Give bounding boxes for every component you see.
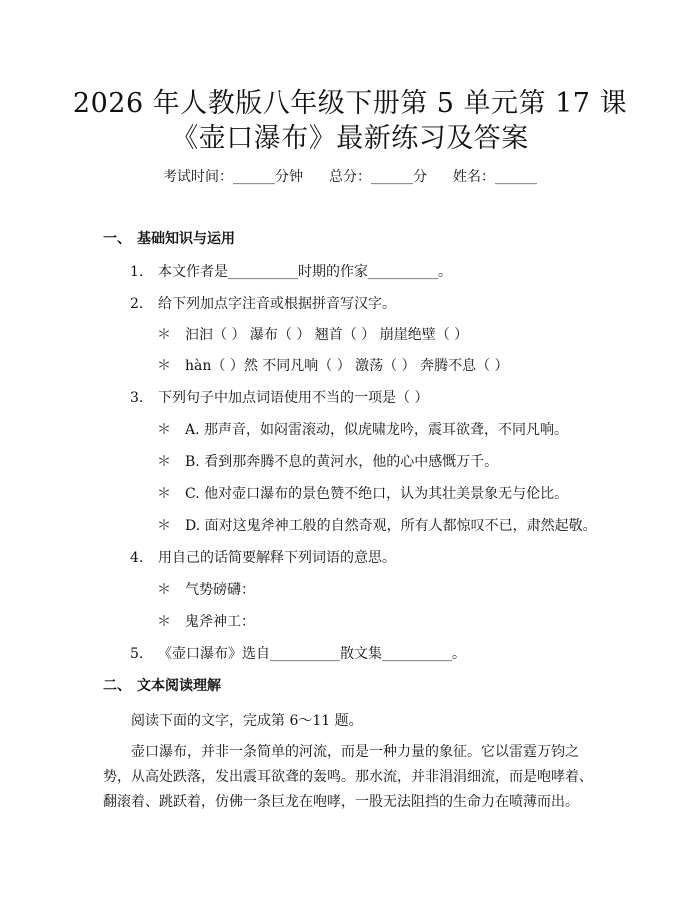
question-number: 4. (130, 550, 144, 566)
document-title-line1: 2026 年人教版八年级下册第 5 单元第 17 课 (72, 88, 628, 119)
question-2 (130, 294, 396, 314)
exam-meta (0, 167, 700, 187)
question-text: 下列句子中加点词语使用不当的一项是（ ） (158, 390, 429, 406)
question-text: 《壶口瀑布》选自__________散文集__________。 (158, 646, 466, 662)
question-3-option-d (157, 516, 597, 536)
reading-instruction: 阅读下面的文字，完成第 6～11 题。 (131, 713, 363, 729)
option-text: B. 看到那奔腾不息的黄河水，他的心中感慨万千。 (185, 454, 499, 470)
section-number: 一、 (103, 231, 131, 247)
question-4-item-1 (157, 580, 255, 600)
bullet-icon: ＊ (157, 614, 171, 630)
question-2-item-1 (157, 325, 468, 345)
option-text: A. 那声音，如闷雷滚动，似虎啸龙吟，震耳欲聋，不同凡响。 (185, 422, 569, 438)
item-text: hàn（ ）然 不同凡响（ ） 激荡（ ） 奔腾不息（ ） (185, 358, 509, 374)
bullet-icon: ＊ (157, 454, 171, 470)
total-score-field: 总分：______分 (329, 169, 427, 185)
question-2-item-2 (157, 356, 509, 376)
bullet-icon: ＊ (157, 358, 171, 374)
question-number: 3. (130, 390, 144, 406)
bullet-icon: ＊ (157, 486, 171, 502)
section-heading-1 (103, 229, 235, 249)
question-5 (130, 644, 466, 664)
exam-time-field: 考试时间：______分钟 (163, 169, 303, 185)
question-3 (130, 388, 428, 408)
section-heading-2 (103, 676, 221, 696)
reading-passage: 壶口瀑布，并非一条简单的河流，而是一种力量的象征。它以雷霆万钧之势，从高处跌落，发出震耳欲聋的轰鸣。那水流，并非涓涓细流，而是咆哮着、翻滚着、跳跃着，仿佛一条巨龙在咆哮，一股无法阻挡的生命力在喷薄而出。 (103, 744, 593, 810)
question-3-option-c (157, 484, 568, 504)
section-number: 二、 (103, 678, 131, 694)
option-text: D. 面对这鬼斧神工般的自然奇观，所有人都惊叹不已，肃然起敬。 (185, 518, 597, 534)
option-text: C. 他对壶口瀑布的景色赞不绝口，认为其壮美景象无与伦比。 (185, 486, 569, 502)
question-4-item-2 (157, 612, 255, 632)
question-number: 1. (130, 264, 144, 280)
question-text: 给下列加点字注音或根据拼音写汉字。 (158, 296, 396, 312)
question-4 (130, 548, 396, 568)
student-name-field: 姓名：______ (453, 169, 537, 185)
section-label: 文本阅读理解 (137, 678, 221, 694)
question-number: 5. (130, 646, 144, 662)
question-text: 本文作者是__________时期的作家__________。 (158, 264, 452, 280)
bullet-icon: ＊ (157, 327, 171, 343)
item-text: 汩汩（ ） 瀑布（ ） 翘首（ ） 崩崖绝壁（ ） (185, 327, 469, 343)
bullet-icon: ＊ (157, 422, 171, 438)
question-3-option-b (157, 452, 498, 472)
bullet-icon: ＊ (157, 582, 171, 598)
bullet-icon: ＊ (157, 518, 171, 534)
question-number: 2. (130, 296, 144, 312)
item-text: 鬼斧神工： (185, 614, 255, 630)
question-text: 用自己的话简要解释下列词语的意思。 (158, 550, 396, 566)
document-title-line2: 《壶口瀑布》最新练习及答案 (171, 123, 529, 154)
section-label: 基础知识与运用 (137, 231, 235, 247)
item-text: 气势磅礴： (185, 582, 255, 598)
question-1 (130, 262, 452, 282)
question-3-option-a (157, 420, 568, 440)
